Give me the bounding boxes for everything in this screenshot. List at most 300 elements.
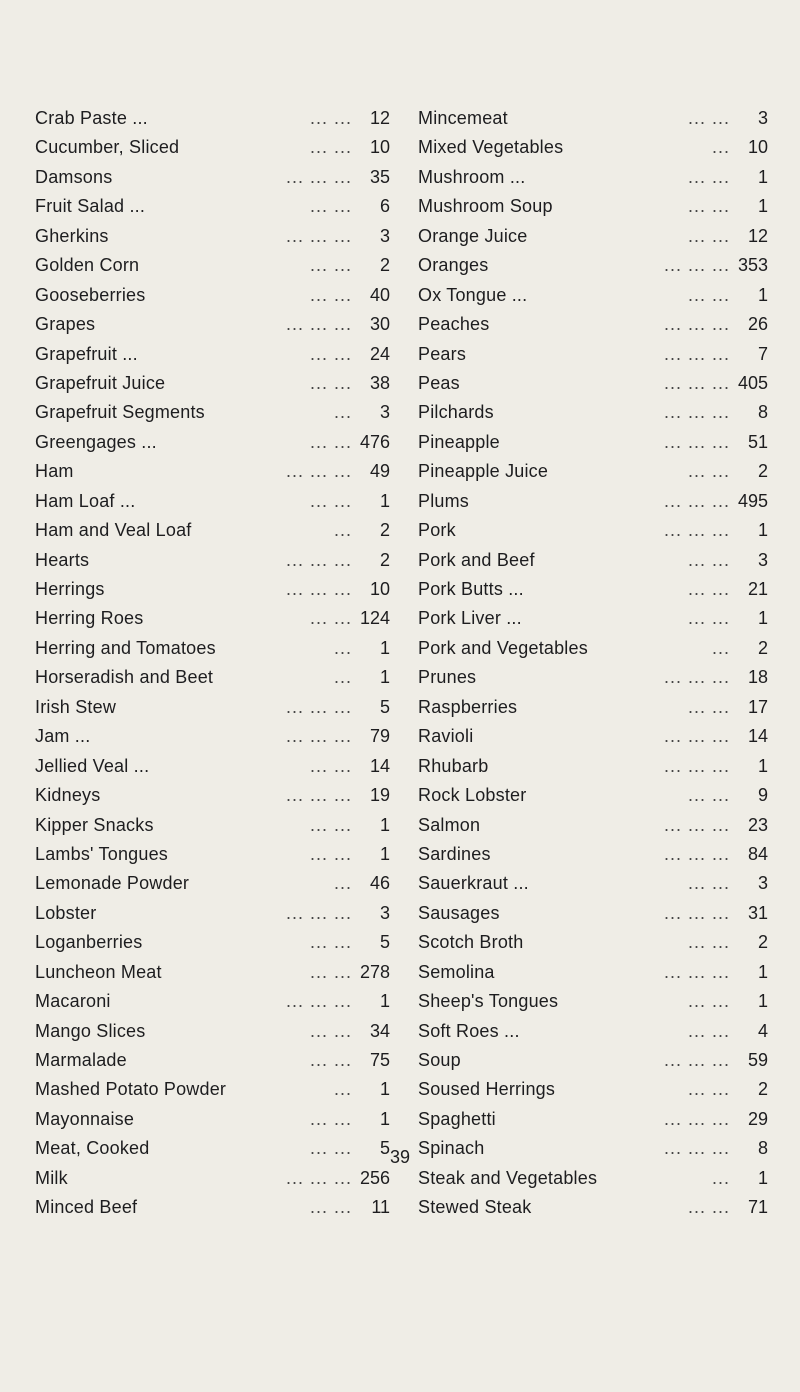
- item-count: 12: [747, 225, 768, 246]
- item-name: Jam ...: [35, 726, 91, 747]
- item-name: Horseradish and Beet: [35, 667, 214, 688]
- leader-dots: ... ...: [309, 814, 352, 835]
- item-name: Spaghetti: [418, 1108, 496, 1129]
- list-item: [35, 163, 390, 192]
- list-item: [418, 781, 768, 810]
- item-name: Mushroom ...: [418, 166, 526, 187]
- leader-dots: ...: [333, 520, 352, 541]
- list-item: [418, 281, 768, 310]
- item-name: Kidneys: [35, 785, 101, 806]
- list-item: [35, 428, 390, 457]
- list-item: [35, 634, 390, 663]
- item-count: 2: [757, 932, 768, 953]
- list-item: [418, 575, 768, 604]
- leader-dots: ...: [333, 402, 352, 423]
- list-item: [418, 133, 768, 162]
- item-name: Grapes: [35, 314, 96, 335]
- list-item: [418, 516, 768, 545]
- item-name: Milk: [35, 1167, 68, 1188]
- item-count: 2: [379, 255, 390, 276]
- list-item: [35, 752, 390, 781]
- list-item: [35, 987, 390, 1016]
- leader-dots: ...: [711, 637, 730, 658]
- list-item: [35, 722, 390, 751]
- list-item: [418, 869, 768, 898]
- item-count: 1: [379, 1079, 390, 1100]
- item-name: Irish Stew: [35, 696, 117, 717]
- leader-dots: ... ... ...: [285, 785, 352, 806]
- list-item: [418, 663, 768, 692]
- list-item: [418, 340, 768, 369]
- item-count: 46: [369, 873, 390, 894]
- leader-dots: ... ...: [687, 785, 730, 806]
- leader-dots: ...: [333, 1079, 352, 1100]
- item-count: 10: [369, 579, 390, 599]
- list-item: [418, 811, 768, 840]
- item-name: Lemonade Powder: [35, 873, 190, 894]
- item-count: 26: [747, 314, 768, 335]
- item-name: Mayonnaise: [35, 1108, 135, 1129]
- list-item: [35, 1105, 390, 1134]
- item-count: 18: [747, 667, 768, 688]
- item-count: 2: [379, 520, 390, 541]
- leader-dots: ... ... ...: [663, 726, 730, 747]
- list-item: [35, 1017, 390, 1046]
- leader-dots: ... ... ...: [285, 166, 352, 187]
- item-name: Grapefruit Segments: [35, 402, 205, 423]
- item-count: 476: [359, 431, 390, 452]
- list-item: [35, 1075, 390, 1104]
- item-name: Pork: [418, 520, 456, 541]
- list-item: [35, 546, 390, 575]
- leader-dots: ... ...: [687, 579, 730, 599]
- item-name: Greengages ...: [35, 431, 157, 452]
- item-count: 4: [757, 1020, 768, 1041]
- leader-dots: ... ...: [309, 1108, 352, 1129]
- item-count: 19: [369, 785, 390, 806]
- item-count: 7: [757, 343, 768, 364]
- leader-dots: ... ... ...: [663, 520, 730, 541]
- item-count: 3: [757, 549, 768, 570]
- item-count: 3: [379, 902, 390, 923]
- item-name: Fruit Salad ...: [35, 196, 146, 217]
- leader-dots: ... ... ...: [663, 814, 730, 835]
- item-name: Pork and Vegetables: [418, 637, 588, 658]
- item-count: 1: [757, 991, 768, 1012]
- list-item: [418, 1046, 768, 1075]
- item-count: 51: [747, 431, 768, 452]
- leader-dots: ... ...: [687, 1020, 730, 1041]
- item-count: 35: [369, 166, 390, 187]
- item-name: Crab Paste ...: [35, 108, 148, 128]
- item-name: Pork and Beef: [418, 549, 535, 570]
- leader-dots: ... ...: [687, 166, 730, 187]
- list-item: [35, 369, 390, 398]
- leader-dots: ...: [333, 873, 352, 894]
- list-item: [35, 222, 390, 251]
- list-item: [418, 192, 768, 221]
- item-name: Ox Tongue ...: [418, 284, 528, 305]
- list-item: [418, 693, 768, 722]
- leader-dots: ... ...: [309, 608, 352, 629]
- item-name: Grapefruit ...: [35, 343, 138, 364]
- item-count: 59: [747, 1050, 768, 1070]
- list-item: [418, 987, 768, 1016]
- item-name: Ham: [35, 461, 74, 482]
- item-count: 1: [379, 637, 390, 658]
- list-item: [35, 310, 390, 339]
- leader-dots: ... ... ...: [285, 225, 352, 246]
- item-name: Gooseberries: [35, 284, 146, 305]
- item-name: Macaroni: [35, 991, 111, 1012]
- item-name: Pork Liver ...: [418, 608, 522, 629]
- leader-dots: ... ... ...: [663, 843, 730, 864]
- item-count: 23: [747, 814, 768, 835]
- page-number: 39: [389, 1147, 411, 1167]
- item-count: 405: [737, 372, 768, 393]
- item-name: Peaches: [418, 314, 490, 335]
- leader-dots: ... ...: [687, 225, 730, 246]
- leader-dots: ... ...: [309, 490, 352, 511]
- item-name: Sausages: [418, 902, 500, 923]
- item-name: Ham Loaf ...: [35, 490, 136, 511]
- item-count: 6: [379, 196, 390, 217]
- item-name: Prunes: [418, 667, 477, 688]
- item-name: Pork Butts ...: [418, 579, 524, 599]
- item-name: Sauerkraut ...: [418, 873, 529, 894]
- leader-dots: ...: [333, 637, 352, 658]
- item-name: Ravioli: [418, 726, 474, 747]
- leader-dots: ... ...: [687, 932, 730, 953]
- item-count: 124: [359, 608, 390, 629]
- item-count: 10: [747, 137, 768, 158]
- list-item: [35, 840, 390, 869]
- leader-dots: ... ... ...: [663, 755, 730, 776]
- item-name: Pears: [418, 343, 467, 364]
- leader-dots: ... ...: [687, 608, 730, 629]
- list-item: [35, 869, 390, 898]
- item-name: Sardines: [418, 843, 491, 864]
- item-name: Mango Slices: [35, 1020, 146, 1041]
- item-name: Salmon: [418, 814, 481, 835]
- item-count: 1: [379, 843, 390, 864]
- item-name: Pineapple: [418, 431, 500, 452]
- item-name: Lobster: [35, 902, 97, 923]
- item-count: 5: [379, 932, 390, 953]
- item-name: Semolina: [418, 961, 495, 982]
- leader-dots: ... ...: [309, 755, 352, 776]
- leader-dots: ... ... ...: [663, 1138, 730, 1159]
- list-item: [418, 752, 768, 781]
- list-item: [35, 340, 390, 369]
- item-count: 8: [757, 402, 768, 423]
- item-name: Loganberries: [35, 932, 143, 953]
- list-item: [35, 398, 390, 427]
- list-item: [35, 811, 390, 840]
- leader-dots: ... ... ...: [285, 461, 352, 482]
- item-count: 3: [757, 108, 768, 128]
- item-name: Mushroom Soup: [418, 196, 553, 217]
- item-name: Ham and Veal Loaf: [35, 520, 192, 541]
- leader-dots: ... ... ...: [285, 314, 352, 335]
- item-name: Spinach: [418, 1138, 485, 1159]
- leader-dots: ... ... ...: [663, 1108, 730, 1129]
- item-name: Sheep's Tongues: [418, 991, 559, 1012]
- item-name: Lambs' Tongues: [35, 843, 168, 864]
- item-count: 29: [747, 1108, 768, 1129]
- leader-dots: ... ... ...: [663, 402, 730, 423]
- item-name: Raspberries: [418, 696, 518, 717]
- list-item: [35, 457, 390, 486]
- item-count: 1: [757, 520, 768, 541]
- item-name: Minced Beef: [35, 1197, 138, 1218]
- leader-dots: ... ... ...: [285, 726, 352, 747]
- leader-dots: ... ...: [687, 108, 730, 128]
- list-item: [35, 192, 390, 221]
- item-count: 1: [379, 1108, 390, 1129]
- list-item: [35, 487, 390, 516]
- item-count: 5: [379, 696, 390, 717]
- item-count: 1: [379, 991, 390, 1012]
- list-item: [35, 133, 390, 162]
- item-count: 2: [379, 549, 390, 570]
- list-item: [418, 310, 768, 339]
- leader-dots: ... ... ...: [663, 343, 730, 364]
- leader-dots: ... ...: [309, 843, 352, 864]
- list-item: [418, 163, 768, 192]
- list-item: [35, 1193, 390, 1222]
- leader-dots: ... ...: [687, 196, 730, 217]
- leader-dots: ... ... ...: [285, 696, 352, 717]
- item-name: Hearts: [35, 549, 90, 570]
- item-name: Herring and Tomatoes: [35, 637, 216, 658]
- item-count: 2: [757, 1079, 768, 1100]
- leader-dots: ... ...: [309, 961, 352, 982]
- list-item: [418, 398, 768, 427]
- item-count: 256: [359, 1167, 390, 1188]
- item-name: Scotch Broth: [418, 932, 524, 953]
- list-item: [35, 1046, 390, 1075]
- list-item: [35, 251, 390, 280]
- leader-dots: ... ...: [309, 431, 352, 452]
- leader-dots: ... ...: [309, 372, 352, 393]
- leader-dots: ... ... ...: [663, 902, 730, 923]
- list-item: [418, 1105, 768, 1134]
- item-count: 75: [369, 1050, 390, 1070]
- list-item: [35, 781, 390, 810]
- leader-dots: ... ...: [687, 991, 730, 1012]
- item-name: Steak and Vegetables: [418, 1167, 598, 1188]
- leader-dots: ... ... ...: [663, 314, 730, 335]
- leader-dots: ... ... ...: [663, 667, 730, 688]
- leader-dots: ... ...: [309, 1138, 352, 1159]
- list-item: [418, 958, 768, 987]
- item-name: Marmalade: [35, 1050, 127, 1070]
- leader-dots: ... ...: [687, 696, 730, 717]
- item-count: 40: [369, 284, 390, 305]
- list-item: [418, 546, 768, 575]
- leader-dots: ... ... ...: [663, 1050, 730, 1070]
- list-item: [418, 840, 768, 869]
- leader-dots: ... ...: [687, 1197, 730, 1218]
- item-name: Pineapple Juice: [418, 461, 549, 482]
- leader-dots: ... ... ...: [663, 431, 730, 452]
- list-item: [418, 604, 768, 633]
- list-item: [418, 1164, 768, 1193]
- item-count: 38: [369, 372, 390, 393]
- leader-dots: ... ...: [687, 284, 730, 305]
- list-item: [35, 575, 390, 604]
- leader-dots: ...: [711, 1167, 730, 1188]
- item-count: 79: [369, 726, 390, 747]
- list-item: [35, 663, 390, 692]
- leader-dots: ... ...: [687, 461, 730, 482]
- leader-dots: ... ... ...: [285, 1167, 352, 1188]
- item-name: Rhubarb: [418, 755, 489, 776]
- leader-dots: ... ... ...: [663, 255, 730, 276]
- item-count: 3: [379, 402, 390, 423]
- leader-dots: ... ...: [687, 1079, 730, 1100]
- list-item: [418, 487, 768, 516]
- list-item: [35, 899, 390, 928]
- item-count: 49: [369, 461, 390, 482]
- leader-dots: ... ... ...: [663, 961, 730, 982]
- item-count: 1: [379, 667, 390, 688]
- item-name: Kipper Snacks: [35, 814, 154, 835]
- right-item-column: [418, 104, 768, 1223]
- leader-dots: ... ... ...: [285, 902, 352, 923]
- item-name: Herrings: [35, 579, 105, 599]
- item-count: 278: [359, 961, 390, 982]
- item-count: 21: [747, 579, 768, 599]
- item-count: 14: [369, 755, 390, 776]
- leader-dots: ... ... ...: [285, 549, 352, 570]
- item-count: 1: [757, 755, 768, 776]
- item-count: 71: [747, 1197, 768, 1218]
- leader-dots: ... ...: [309, 1020, 352, 1041]
- leader-dots: ... ...: [309, 1197, 352, 1218]
- leader-dots: ... ...: [687, 873, 730, 894]
- item-count: 12: [369, 108, 390, 128]
- list-item: [418, 457, 768, 486]
- list-item: [418, 634, 768, 663]
- leader-dots: ... ... ...: [663, 372, 730, 393]
- list-item: [418, 722, 768, 751]
- list-item: [418, 899, 768, 928]
- item-count: 2: [757, 461, 768, 482]
- item-count: 1: [757, 196, 768, 217]
- item-count: 9: [757, 785, 768, 806]
- item-name: Damsons: [35, 166, 113, 187]
- item-count: 84: [747, 843, 768, 864]
- item-name: Golden Corn: [35, 255, 140, 276]
- item-count: 10: [369, 137, 390, 158]
- item-count: 34: [369, 1020, 390, 1041]
- leader-dots: ... ...: [309, 1050, 352, 1070]
- item-count: 1: [757, 961, 768, 982]
- item-name: Herring Roes: [35, 608, 144, 629]
- item-name: Mincemeat: [418, 108, 508, 128]
- item-count: 17: [747, 696, 768, 717]
- list-item: [35, 693, 390, 722]
- item-count: 353: [737, 255, 768, 276]
- item-count: 1: [757, 608, 768, 629]
- item-name: Luncheon Meat: [35, 961, 162, 982]
- list-item: [35, 104, 390, 133]
- item-name: Meat, Cooked: [35, 1138, 150, 1159]
- list-item: [35, 604, 390, 633]
- item-name: Orange Juice: [418, 225, 528, 246]
- leader-dots: ... ...: [309, 108, 352, 128]
- leader-dots: ... ...: [309, 284, 352, 305]
- list-item: [418, 104, 768, 133]
- list-item: [35, 281, 390, 310]
- item-count: 31: [747, 902, 768, 923]
- list-item: [418, 1075, 768, 1104]
- left-item-column: [35, 104, 390, 1223]
- list-item: [418, 222, 768, 251]
- item-name: Jellied Veal ...: [35, 755, 150, 776]
- item-name: Oranges: [418, 255, 489, 276]
- list-item: [35, 958, 390, 987]
- item-count: 14: [747, 726, 768, 747]
- item-name: Stewed Steak: [418, 1197, 532, 1218]
- item-name: Pilchards: [418, 402, 494, 423]
- item-count: 3: [757, 873, 768, 894]
- item-count: 8: [757, 1138, 768, 1159]
- list-item: [418, 1193, 768, 1222]
- item-count: 495: [737, 490, 768, 511]
- leader-dots: ... ... ...: [285, 991, 352, 1012]
- item-name: Grapefruit Juice: [35, 372, 166, 393]
- item-count: 1: [757, 284, 768, 305]
- leader-dots: ...: [711, 137, 730, 158]
- leader-dots: ... ...: [309, 137, 352, 158]
- item-count: 30: [369, 314, 390, 335]
- list-item: [35, 1164, 390, 1193]
- leader-dots: ... ... ...: [285, 579, 352, 599]
- list-item: [418, 369, 768, 398]
- leader-dots: ... ...: [309, 343, 352, 364]
- item-name: Plums: [418, 490, 470, 511]
- leader-dots: ... ...: [687, 549, 730, 570]
- leader-dots: ...: [333, 667, 352, 688]
- item-name: Cucumber, Sliced: [35, 137, 180, 158]
- item-count: 3: [379, 225, 390, 246]
- item-count: 1: [757, 1167, 768, 1188]
- leader-dots: ... ...: [309, 932, 352, 953]
- list-item: [35, 516, 390, 545]
- item-name: Soused Herrings: [418, 1079, 556, 1100]
- list-item: [418, 928, 768, 957]
- list-item: [418, 428, 768, 457]
- leader-dots: ... ... ...: [663, 490, 730, 511]
- leader-dots: ... ...: [309, 196, 352, 217]
- item-count: 1: [379, 490, 390, 511]
- item-name: Peas: [418, 372, 460, 393]
- leader-dots: ... ...: [309, 255, 352, 276]
- item-count: 1: [757, 166, 768, 187]
- item-name: Soup: [418, 1050, 461, 1070]
- item-name: Soft Roes ...: [418, 1020, 520, 1041]
- item-name: Rock Lobster: [418, 785, 527, 806]
- item-name: Gherkins: [35, 225, 109, 246]
- list-item: [35, 928, 390, 957]
- item-name: Mixed Vegetables: [418, 137, 564, 158]
- item-count: 24: [369, 343, 390, 364]
- item-name: Mashed Potato Powder: [35, 1079, 227, 1100]
- item-count: 11: [371, 1197, 390, 1218]
